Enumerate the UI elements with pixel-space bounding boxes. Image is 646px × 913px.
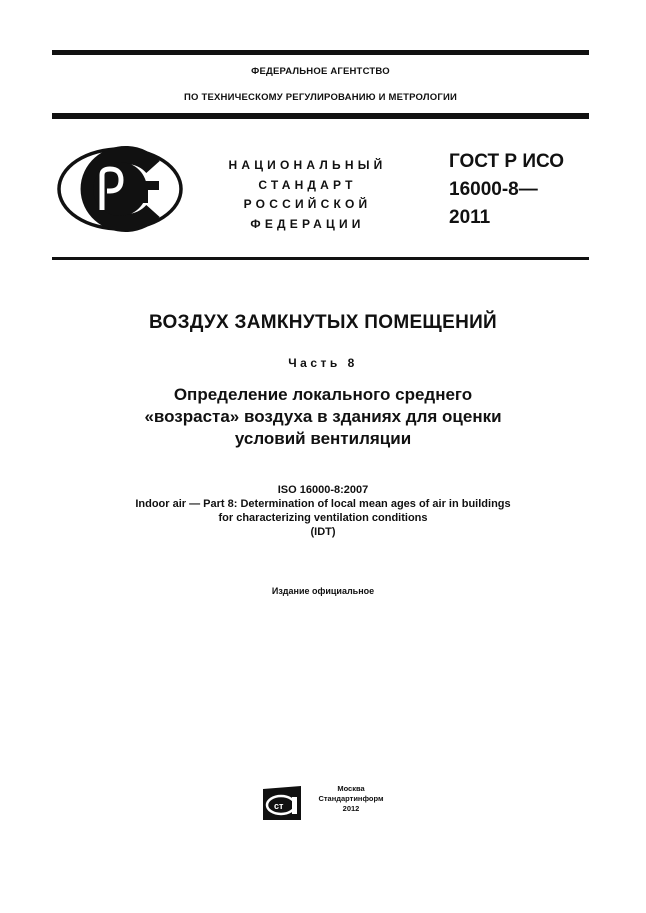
publisher-city: Москва <box>337 784 365 793</box>
designation-line: 16000-8— <box>449 179 538 200</box>
designation-line: 2011 <box>449 207 491 228</box>
iso-line: Indoor air — Part 8: Determination of local mean ages of air in buildings <box>135 498 511 510</box>
top-rule <box>52 50 589 55</box>
national-standard-label <box>225 156 390 234</box>
document-subtitle <box>0 384 646 450</box>
section-rule <box>52 257 589 260</box>
national-line: РОССИЙСКОЙ <box>243 197 372 211</box>
header-rule <box>52 113 589 119</box>
rst-logo-icon <box>55 145 185 233</box>
national-line: СТАНДАРТ <box>258 177 357 192</box>
national-line: НАЦИОНАЛЬНЫЙ <box>228 158 387 172</box>
iso-line: ISO 16000-8:2007 <box>277 484 369 496</box>
subtitle-line: Определение локального среднего <box>173 385 473 404</box>
publisher-name: Стандартинформ <box>318 794 384 803</box>
iso-line: (IDT) <box>310 526 336 538</box>
agency-name-line2: ПО ТЕХНИЧЕСКОМУ РЕГУЛИРОВАНИЮ И МЕТРОЛОГИИ <box>184 92 457 103</box>
standard-designation <box>449 148 564 232</box>
subtitle-line: «возраста» воздуха в зданиях для оценки <box>144 407 502 426</box>
national-line: ФЕДЕРАЦИИ <box>250 216 365 231</box>
publisher-info <box>312 784 390 814</box>
svg-text:ст: ст <box>274 801 284 811</box>
iso-reference <box>0 483 646 539</box>
agency-name-line1: ФЕДЕРАЛЬНОЕ АГЕНТСТВО <box>251 66 390 77</box>
subtitle-line: условий вентиляции <box>234 429 412 448</box>
part-label: Часть 8 <box>288 356 358 370</box>
document-title: ВОЗДУХ ЗАМКНУТЫХ ПОМЕЩЕНИЙ <box>148 312 498 333</box>
designation-line: ГОСТ Р ИСО <box>449 151 565 172</box>
standartinform-logo-icon <box>261 785 305 821</box>
publisher-year: 2012 <box>342 804 360 813</box>
iso-line: for characterizing ventilation conditions <box>218 512 428 524</box>
edition-label: Издание официальное <box>271 586 375 596</box>
